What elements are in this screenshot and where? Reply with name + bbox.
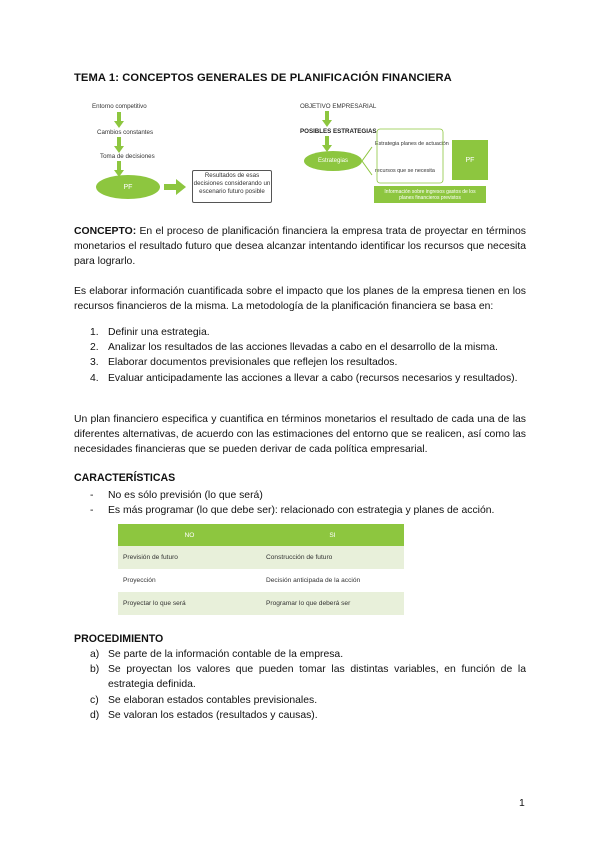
concepto-paragraph bbox=[74, 224, 526, 270]
diagram-bottom-info: Información sobre ingresos gastos de los planes financieros previstos bbox=[374, 186, 486, 203]
list-item: 1. Definir una estrategia. bbox=[90, 327, 210, 338]
diagram-strategies: POSIBLES ESTRATEGIAS bbox=[300, 128, 377, 135]
page-number: 1 bbox=[519, 798, 525, 809]
table-cell: Construcción de futuro bbox=[261, 546, 404, 569]
diagram-box-pf: PF bbox=[452, 140, 488, 180]
list-item: b) Se proyectan los valores que pueden tomar las distintas variables, en función de la estrategia definida. bbox=[90, 664, 526, 691]
table-header-no: NO bbox=[118, 524, 261, 546]
table-cell: Decisión anticipada de la acción bbox=[261, 569, 404, 592]
list-item: 4. Evaluar anticipadamente las acciones a llevar a cabo (recursos necesarios y resultados). bbox=[90, 372, 518, 384]
table-header-si: SI bbox=[261, 524, 404, 546]
diagram-oval-pf: PF bbox=[96, 175, 160, 199]
table-header-row bbox=[118, 524, 404, 546]
bracket-lines bbox=[376, 128, 446, 184]
diagram-branch-2: recursos que se necesita bbox=[375, 168, 435, 174]
concepto-label: CONCEPTO: bbox=[74, 226, 137, 237]
diagram-result-box: Resultados de esas decisiones considerando un escenario futuro posible bbox=[192, 170, 272, 203]
table-row bbox=[118, 569, 404, 592]
arrow-down-icon bbox=[322, 136, 332, 152]
diagram-step-3: Toma de decisiones bbox=[100, 153, 155, 160]
diagram-step-2: Cambios constantes bbox=[97, 129, 154, 136]
branch-lines bbox=[362, 142, 374, 180]
diagram-oval-estrategias: Estrategias bbox=[304, 151, 362, 171]
procedimiento-heading: PROCEDIMIENTO bbox=[74, 633, 164, 645]
list-item: a) Se parte de la información contable de la empresa. bbox=[90, 649, 344, 660]
arrow-down-icon bbox=[114, 137, 124, 153]
table-row bbox=[118, 546, 404, 569]
table-cell: Proyección bbox=[118, 569, 261, 592]
diagram-branch-1: Estrategia planes de actuación bbox=[375, 141, 449, 147]
list-item: c) Se elaboran estados contables previsionales. bbox=[90, 694, 318, 706]
procedimiento-list bbox=[74, 647, 526, 723]
table-cell: Previsión de futuro bbox=[118, 546, 261, 569]
concepto-text: En el proceso de planificación financiera la empresa trata de proyectar en términos monetarios el resultado futuro que desea alcanzar intentando identificar los recursos que necesita para lograrlo. bbox=[74, 226, 527, 268]
paragraph-plan-financiero: Un plan financiero especifica y cuantifica en términos monetarios el resultado de cada una de las diferentes alternativas, de acuerdo con las estimaciones del entorno que se realicen, así como las necesidades financieras que se pueden derivar de cada política empresarial. bbox=[74, 414, 526, 456]
arrow-down-icon bbox=[114, 112, 124, 128]
steps-list bbox=[74, 325, 526, 386]
diagram-step-1: Entorno competitivo bbox=[92, 103, 147, 110]
arrow-down-icon bbox=[322, 111, 332, 127]
paragraph-metodologia: Es elaborar información cuantificada sobre el impacto que los planes de la empresa tienen en los recursos financieros de la misma. La metodología de la planificación financiera se basa en: bbox=[74, 286, 526, 313]
list-item: - Es más programar (lo que debe ser): relacionado con estrategia y planes de acción. bbox=[90, 505, 495, 517]
caracteristicas-list bbox=[74, 488, 526, 518]
diagram-objective: OBJETIVO EMPRESARIAL bbox=[300, 103, 377, 110]
caracteristicas-heading: CARACTERÍSTICAS bbox=[74, 472, 176, 484]
table-row bbox=[118, 592, 404, 615]
list-item: 3. Elaborar documentos previsionales que reflejen los resultados. bbox=[90, 357, 398, 369]
list-item: 2. Analizar los resultados de las acciones llevadas a cabo en el desarrollo de la misma. bbox=[90, 342, 498, 354]
comparison-table bbox=[118, 524, 404, 615]
table-cell: Proyectar lo que será bbox=[118, 592, 261, 615]
list-item: d) Se valoran los estados (resultados y causas). bbox=[90, 709, 318, 721]
list-item: - No es sólo previsión (lo que será) bbox=[90, 490, 263, 501]
table-cell: Programar lo que deberá ser bbox=[261, 592, 404, 615]
arrow-right-icon bbox=[164, 179, 186, 195]
page-title: TEMA 1: CONCEPTOS GENERALES DE PLANIFICACIÓN FINANCIERA bbox=[74, 72, 452, 84]
